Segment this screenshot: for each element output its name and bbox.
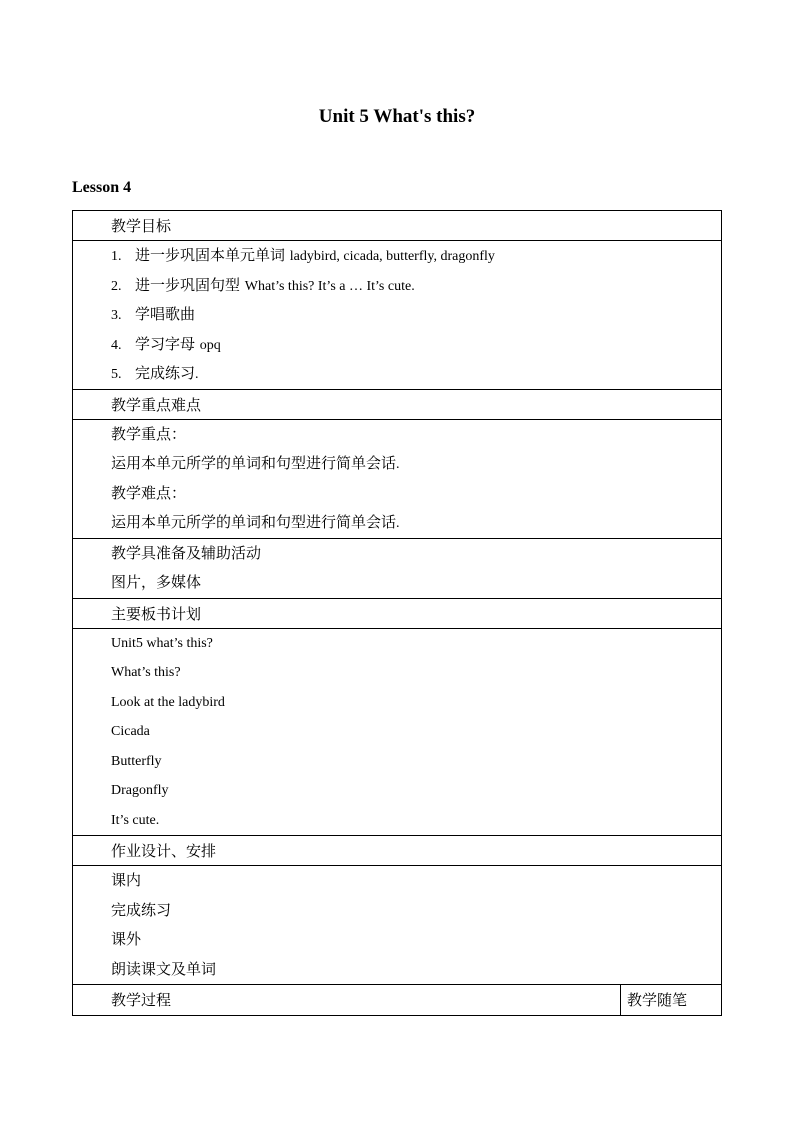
lesson-label: Lesson 4 [72, 179, 132, 196]
objective-item [111, 271, 721, 301]
materials-content: 图片，多媒体 [111, 573, 202, 591]
objective-item [111, 359, 721, 389]
key-point-line [111, 508, 721, 538]
homework-content [73, 866, 721, 985]
homework-line: 朗读课文及单词 [111, 959, 217, 978]
objectives-content [73, 241, 721, 390]
key-point-line [111, 479, 721, 509]
lesson-plan-table [72, 210, 722, 1016]
objectives-header: 教学目标 [73, 211, 721, 241]
homework-header: 作业设计、安排 [73, 836, 721, 866]
board-plan-line: Butterfly [111, 753, 162, 769]
board-plan-line: It’s cute. [111, 812, 160, 828]
key-point-punct: . [396, 516, 400, 531]
objective-english: . [195, 367, 199, 382]
key-point-text: 运用本单元所学的单词和句型进行简单会话 [111, 513, 397, 531]
objective-english: What’s this? It’s a … It’s cute. [244, 278, 415, 294]
materials-header: 教学具准备及辅助活动 [111, 543, 262, 562]
notes-header: 教学随笔 [627, 991, 688, 1009]
process-header: 教学过程 [73, 985, 621, 1015]
objective-item [111, 241, 721, 271]
key-point-punct: . [396, 457, 400, 472]
key-point-text: 运用本单元所学的单词和句型进行简单会话 [111, 454, 397, 472]
board-plan-line: Look at the ladybird [111, 694, 225, 710]
key-points-content [73, 420, 721, 539]
objective-number: 5. [111, 367, 122, 382]
board-plan-line: Dragonfly [111, 783, 169, 798]
key-point-line [111, 420, 721, 450]
homework-line: 课外 [111, 930, 142, 948]
board-plan-line: Unit5 what’s this? [111, 635, 213, 651]
board-plan-line: Cicada [111, 724, 150, 739]
objective-text: 进一步巩固句型 [135, 275, 245, 294]
objective-item [111, 330, 721, 360]
materials-section [73, 539, 721, 599]
objective-text: 进一步巩固本单元单词 [135, 246, 290, 264]
objective-text: 学习字母 [135, 334, 200, 353]
key-point-text: 教学难点： [111, 483, 187, 502]
objective-number: 4. [111, 337, 122, 353]
objective-text: 学唱歌曲 [135, 305, 196, 323]
board-plan-content [73, 629, 721, 837]
objective-number: 3. [111, 308, 122, 323]
key-point-text: 教学重点： [111, 424, 187, 443]
key-points-header: 教学重点难点 [73, 390, 721, 420]
homework-line: 课内 [111, 871, 142, 889]
objective-number: 1. [111, 249, 122, 264]
objective-english: opq [199, 337, 221, 353]
objective-item [111, 300, 721, 330]
objective-english: ladybird, cicada, butterfly, dragonfly [289, 249, 495, 264]
process-row [73, 985, 721, 1015]
objective-text: 完成练习 [135, 364, 196, 382]
objective-number: 2. [111, 278, 122, 294]
board-plan-header: 主要板书计划 [73, 599, 721, 629]
homework-line: 完成练习 [111, 900, 172, 919]
key-point-line [111, 449, 721, 479]
document-title: Unit 5 What's this? [318, 106, 476, 127]
board-plan-line: What’s this? [111, 665, 181, 680]
